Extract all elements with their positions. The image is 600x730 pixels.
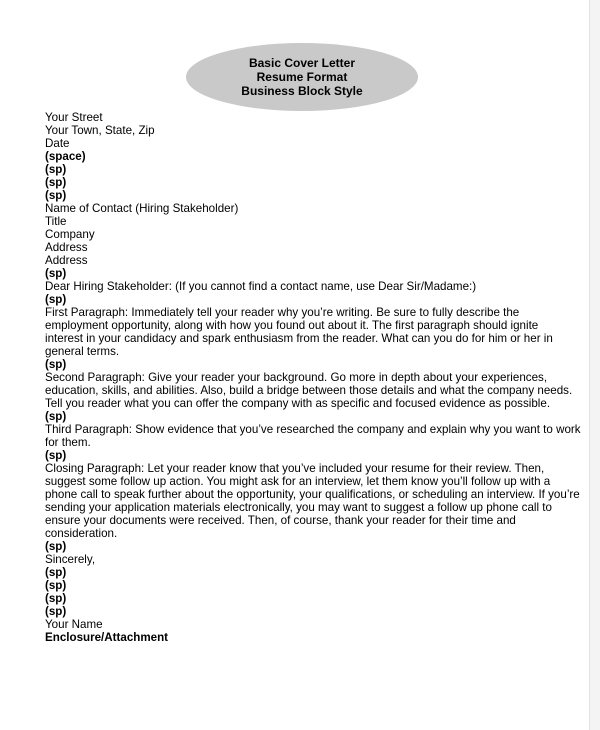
paragraph-line: sending your application materials electronically, you may want to suggest a follow up phone call to xyxy=(45,501,552,514)
paragraph-line: consideration. xyxy=(45,527,118,540)
address-line: Address xyxy=(45,241,88,254)
first-paragraph xyxy=(45,306,575,358)
title-oval xyxy=(186,43,418,111)
date-line: Date xyxy=(45,137,70,150)
your-name-line: Your Name xyxy=(45,618,103,631)
address-line: Address xyxy=(45,254,88,267)
contact-name-line: Name of Contact (Hiring Stakeholder) xyxy=(45,202,239,215)
paragraph-line: Second Paragraph: Give your reader your background. Go more in depth about your experiences, xyxy=(45,371,548,384)
company-line: Company xyxy=(45,228,95,241)
paragraph-line: general terms. xyxy=(45,345,120,358)
scrollbar-track[interactable] xyxy=(589,0,600,730)
sincerely-line: Sincerely, xyxy=(45,553,96,566)
paragraph-line: education, skills, and abilities. Also, build a bridge between those details and what the company needs. xyxy=(45,384,573,397)
sp-marker: (sp) xyxy=(45,540,67,553)
paragraph-line: interest in your candidacy and spark enthusiasm from the reader. What can you do for him or her in xyxy=(45,332,553,345)
paragraph-line: First Paragraph: Immediately tell your reader why you’re writing. Be sure to fully describe the xyxy=(45,306,520,319)
sp-marker: (sp) xyxy=(45,176,67,189)
sp-marker: (sp) xyxy=(45,358,67,371)
paragraph-line: Tell you reader what you can offer the company with as specific and focused evidence as possible. xyxy=(45,397,551,410)
closing-paragraph xyxy=(45,462,580,540)
sp-marker: (sp) xyxy=(45,449,67,462)
town-line: Your Town, State, Zip xyxy=(45,124,155,137)
third-paragraph xyxy=(45,423,581,449)
sp-marker: (sp) xyxy=(45,592,67,605)
enclosure-line: Enclosure/Attachment xyxy=(45,631,169,644)
title-line-1: Basic Cover Letter xyxy=(248,56,356,70)
letter-body xyxy=(45,111,581,644)
paragraph-line: phone call to speak further about the opportunity, your qualifications, or scheduling an interview. If you’re xyxy=(45,488,580,501)
space-marker: (space) xyxy=(45,150,86,163)
paragraph-line: suggest some follow up action. You might ask for an interview, let them know you’ll follow up with a xyxy=(45,475,551,488)
sp-marker: (sp) xyxy=(45,267,67,280)
sp-marker: (sp) xyxy=(45,579,67,592)
title-line-3: Business Block Style xyxy=(241,84,363,98)
paragraph-line: Closing Paragraph: Let your reader know that you’ve included your resume for their review. Then, xyxy=(45,462,545,475)
second-paragraph xyxy=(45,371,575,410)
title-line-2: Resume Format xyxy=(256,70,348,84)
sp-marker: (sp) xyxy=(45,566,67,579)
paragraph-line: ensure your documents were received. Then, of course, thank your reader for their time and xyxy=(45,514,516,527)
sp-marker: (sp) xyxy=(45,410,67,423)
paragraph-line: for them. xyxy=(45,436,91,449)
title-line: Title xyxy=(45,215,67,228)
sp-marker: (sp) xyxy=(45,293,67,306)
paragraph-line: Third Paragraph: Show evidence that you’ve researched the company and explain why you want to work xyxy=(45,423,581,436)
street-line: Your Street xyxy=(45,111,103,124)
sp-marker: (sp) xyxy=(45,163,67,176)
paragraph-line: employment opportunity, along with how you found out about it. The first paragraph should ignite xyxy=(45,319,539,332)
sp-marker: (sp) xyxy=(45,189,67,202)
sp-marker: (sp) xyxy=(45,605,67,618)
salutation-line: Dear Hiring Stakeholder: (If you cannot find a contact name, use Dear Sir/Madame:) xyxy=(45,280,477,293)
